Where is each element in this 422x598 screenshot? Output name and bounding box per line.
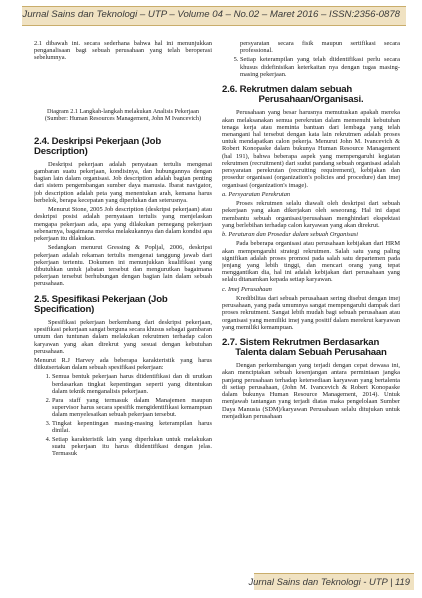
paragraph: Pada beberapa organisasi atau perusahaan kebijakan dari HRM akan mempengaruhi strategi rekrutmen. Salah satu yang paling signifikan adalah proses promosi pada salah satu departemen pada jenjang yang lebih tinggi, dan mencari orang yang tepat menggantikan dia, hal ini adalah kebijakan dari perusahaan yang selalu ditanamkan kepada setiap karyawan.	[222, 240, 400, 284]
journal-header-band	[22, 6, 406, 26]
journal-footer: Jurnal Sains dan Teknologi - UTP | 119	[248, 576, 410, 587]
section-heading-2-6	[222, 85, 400, 105]
paragraph: Menurut Stone, 2005 Job description (deskripsi pekerjaan) atau deskripsi posisi adalah pernyataan tertulis yang menjelaskan mengapa pekerjaan ada, apa yang dilakukan pemegang pekerjaan sebenarnya, bagaimana mereka melakukannya dan dalam kondisi apa pekerjaan itu dilakukan.	[34, 206, 212, 243]
section-heading-2-5: 2.5. Spesifikasi Pekerjaan (Job Specification)	[34, 293, 168, 315]
paragraph: Proses rekrutmen selalu diawali oleh deskripsi dari sebuah pekerjaan yang akan dikerjakan oleh seseorang. Hal ini dapat membantu sebuah organisasi/perusahaan menghindari ekspektasi yang berlebihan terhadap calon karyawan yang akan direkrut.	[222, 200, 400, 229]
paragraph: Menurut R.J Harvey ada beberapa karakteristik yang harus diikutsertakan dalam sebuah spesifikasi pekerjaan:	[34, 356, 212, 372]
figure-caption	[34, 108, 212, 123]
paragraph: Perusahaan yang besar harusnya memutuskan apakah mereka akan melaksanakan semua perekrutan dalam memenuhi kebutuhan tenaga kerja atau meminta bantuan dari lembaga yang telah menangani hal tersebut dengan kata lain rekrutmen adalah proses untuk mendapatkan calon pekerja. Menurut John M. Ivancevich & Robert Konopaske dalam bukunya Human Resource Management (hal 191), bahwa beberapa aspek yang mempengaruhi kegiatan rekrutmen (recruitment) dari sudut pandang sebuah organisasi adalah persyaratan perekrutan (recruiting requirement), kebijakan dan prosedur organisasi (organization's policies and procedure) dan imej organisasi (organization's image).	[222, 109, 400, 189]
list-item: 2. Para staff yang termasuk dalam Manajemen maupun supervisor harus secara spesifik mengidentifikasi kemampuan dalam menyelesaikan sebuah pekerjaan tersebut.	[52, 397, 212, 419]
intro-paragraph: 2.1 dibawah ini. secara sederhana bahwa hal ini menunjukkan penganalisaan bagi sebuah perusahaan yang telah beroperasi sebelumnya.	[34, 40, 212, 62]
list-item: 1. Semua bentuk pekerjaan harus diidentifikasi dan di urutkan berdasarkan tingkat kepentingan seperti yang ditentukan dalam teknik menganalisis pekerjaan.	[52, 373, 212, 395]
paragraph: Spesifikasi pekerjaan berkembang dari deskripsi pekerjaan, spesifikasi pekerjaan sangat berguna secara khusus sebagai gambaran umum dan tuntunan dalam melakukan rekrutmen terhadap calon karyawan yang akan direkrut yang sesuai dengan kebutuhan perusahaan.	[34, 318, 212, 355]
section-heading-2-7-line2: Talenta dalam Sebuah Perusahaan	[235, 347, 387, 359]
characteristics-list	[34, 373, 212, 457]
section-heading-2-6-line2: Perusahaan/Organisasi.	[258, 94, 364, 106]
paragraph: Dengan perkembangan yang terjadi dengan cepat dewasa ini, akan menciptakan sebuah kesenjangan antara permintaan jangka panjang perusahaan terhadap ketersediaan karyawan yang bertalenta di setiap perusahaan, (John M. Ivancevich & Robert Konopaske dalam bukunya Human Resource Management, 2014). Untuk menjawab tantangan yang terjadi diatas maka pengelolaan Sumber Daya Manusia (SDM)/karyawan Perusahaan selalu ditujukan untuk menjadikan perusahaan	[222, 362, 400, 420]
section-heading-2-4: 2.4. Deskripsi Pekerjaan (Job Description)	[34, 135, 161, 157]
section-heading-2-7-line1: 2.7. Sistem Rekrutmen Berdasarkan	[222, 337, 380, 349]
section-heading-2-6-line1: 2.6. Rekrutmen dalam sebuah	[222, 84, 353, 96]
subheading-c: c. Imej Perusahaan	[222, 285, 272, 293]
figure-caption-source: (Sumber: Human Resources Management, John M Ivancevich)	[44, 115, 202, 123]
paragraph: Deskripsi pekerjaan adalah penyataan tertulis mengenai gambaran suatu pekerjaan, kondisinya, dan hubungannya dengan bagian lain dalam organisasi. Job description adalah bagian penting dari sistem pengembangan sumber daya manusia. Ibarat navigator, job description adalah peta yang menentukan arah, kemana harus berbelok, berapa kecepatan yang diperlukan dan seterusnya.	[34, 160, 212, 204]
subheading-b: b. Peraturan dan Prosedur dalam sebuah Organisasi	[222, 231, 359, 239]
paragraph: Sedangkan menurut Gressing & Popljal, 2006, deskripsi pekerjaan adalah rekaman tertulis mengenai tanggung jawab dari pekerjaan tertentu. Dokumen ini menunjukkan kualifikasi yang dibutuhkan untuk jabatan tersebut dan mengurutkan bagaimana pekerjaan tersebut berhubungan dengan bagian lain dalam sebuah perusahaan.	[34, 244, 212, 288]
right-column	[222, 40, 400, 548]
figure-caption-title: Diagram 2.1 Langkah-langkah melakukan Analisis Pekerjaan	[47, 107, 199, 115]
diagram-space	[34, 64, 212, 108]
section-heading-2-7	[222, 338, 400, 358]
list-continuation: persyaratan secara fisik maupun sertifikasi secara professional.	[240, 40, 400, 55]
journal-footer-band	[248, 573, 414, 590]
subheading-a: a. Persyaratan Perekrutan	[222, 190, 291, 198]
characteristics-list-continued	[222, 56, 400, 78]
list-item: 4. Setiap karakteristik lain yang diperlukan untuk melakukan suatu pekerjaan itu harus diidentifikasi dengan jelas. Termasuk	[52, 436, 212, 458]
list-item: 3. Tingkat kepentingan masing-masing keterampilan harus dinilai.	[52, 420, 212, 434]
journal-header: Jurnal Sains dan Teknologi – UTP – Volume 04 – No.02 – Maret 2016 – ISSN:2356-0878	[22, 9, 400, 20]
left-column	[34, 40, 212, 548]
list-item: 5. Setiap keterampilan yang telah diidentifikasi perlu secara khusus didefinisikan keterkaitan nya dengan tugas masing-masing pekerjaan.	[240, 56, 400, 78]
paragraph: Kredibilitas dari sebuah perusahaan sering disebut dengan imej perusahaan, yang pada umumnya sangat mempengaruhi dampak dari proses rekrutment. Sangat lebih mudah bagi sebuah perusahaan atau organisasi yang memiliki imej yang positif dalam merekrut karyawan yang memiliki kemampuan.	[222, 294, 400, 331]
